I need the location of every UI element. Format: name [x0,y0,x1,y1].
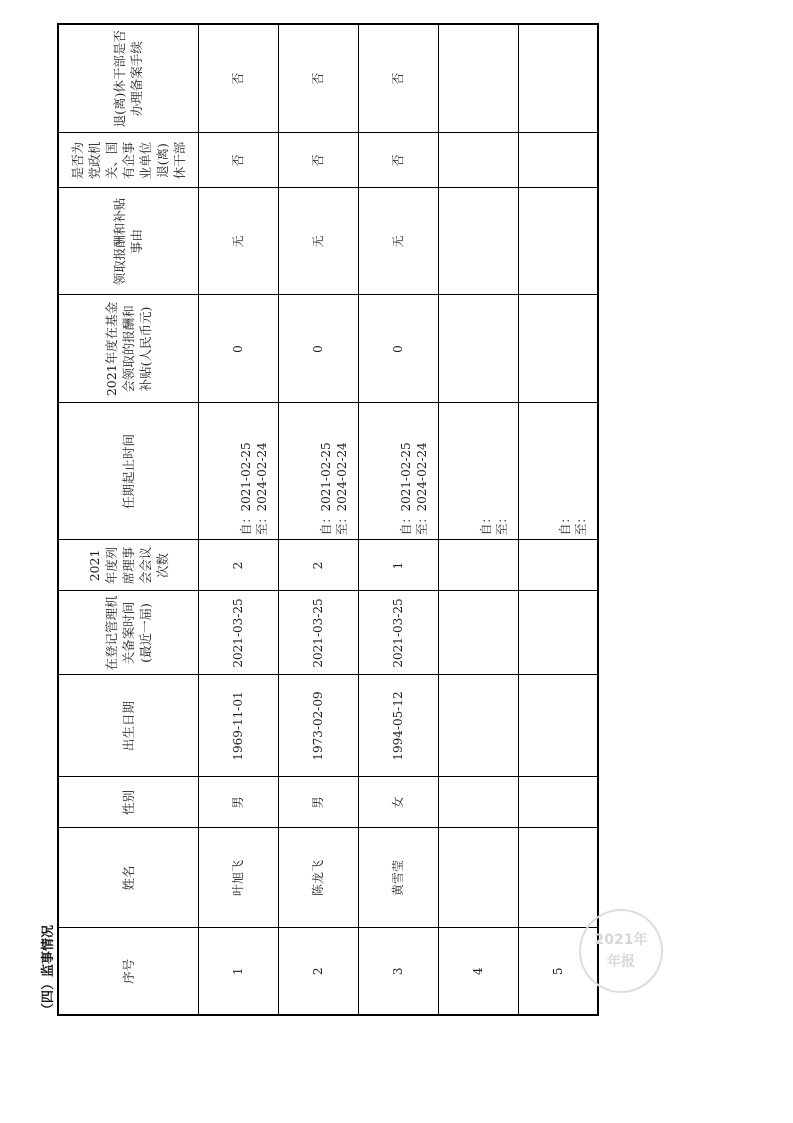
cell-birth [518,675,598,777]
cell-pay-reason: 无 [198,188,278,295]
cell-name: 黄雪莹 [358,828,438,928]
cell-gender [438,777,518,828]
cell-name [438,828,518,928]
cell-pay: 0 [198,295,278,403]
supervisors-table [57,23,599,1016]
cell-pay-reason [518,188,598,295]
cell-no: 2 [278,928,358,1015]
cell-gender: 男 [198,777,278,828]
header-birth: 出生日期 [58,675,198,777]
term-from: 自：2021-02-25 [238,442,253,536]
cell-term [358,403,438,540]
cell-filing-done: 否 [278,24,358,133]
cell-no: 3 [358,928,438,1015]
cell-pay-reason: 无 [358,188,438,295]
cell-term [438,403,518,540]
cell-filing [438,591,518,675]
header-pay-reason: 领取报酬和补贴事由 [58,188,198,295]
cell-birth: 1994-05-12 [358,675,438,777]
cell-is-retired [518,133,598,188]
cell-pay [438,295,518,403]
cell-meetings [438,540,518,591]
cell-meetings: 2 [198,540,278,591]
term-from: 自： [478,511,493,536]
cell-pay [518,295,598,403]
table-row [518,24,598,1015]
watermark-line2: 年报 [607,954,635,970]
cell-birth: 1973-02-09 [278,675,358,777]
cell-term [198,403,278,540]
header-no: 序号 [58,928,198,1015]
cell-pay-reason: 无 [278,188,358,295]
cell-meetings: 2 [278,540,358,591]
cell-no: 4 [438,928,518,1015]
header-meetings: 2021年度列席理事会会议次数 [58,540,198,591]
rotated-page [41,30,599,1016]
header-filing: 在登记管理机关备案时间(最近一届) [58,591,198,675]
section-title: （四）监事情况 [41,924,56,1016]
watermark-line1: 2021年 [594,932,648,948]
cell-name [518,828,598,928]
cell-no: 1 [198,928,278,1015]
cell-gender: 男 [278,777,358,828]
cell-term [518,403,598,540]
table-row [278,24,358,1015]
header-filing-done: 退(离)休干部是否办理备案手续 [58,24,198,133]
cell-filing-done: 否 [198,24,278,133]
cell-name: 叶旭飞 [198,828,278,928]
cell-gender [518,777,598,828]
cell-no: 5 [518,928,598,1015]
term-to: 至： [494,511,509,536]
header-term: 任期起止时间 [58,403,198,540]
header-name: 姓名 [58,828,198,928]
table-row [198,24,278,1015]
table-row [358,24,438,1015]
term-to: 至：2024-02-24 [334,442,349,536]
term-from: 自： [558,511,572,536]
cell-birth: 1969-11-01 [198,675,278,777]
term-from: 自：2021-02-25 [318,442,333,536]
cell-name: 陈龙飞 [278,828,358,928]
header-is-retired: 是否为党政机关、国有企事业单位退(离)休干部 [58,133,198,188]
cell-gender: 女 [358,777,438,828]
table-row [438,24,518,1015]
term-to: 至： [574,511,588,536]
cell-filing: 2021-03-25 [358,591,438,675]
cell-birth [438,675,518,777]
cell-pay: 0 [278,295,358,403]
cell-filing-done: 否 [358,24,438,133]
cell-is-retired: 否 [358,133,438,188]
cell-pay: 0 [358,295,438,403]
cell-is-retired [438,133,518,188]
term-to: 至：2024-02-24 [254,442,269,536]
cell-meetings: 1 [358,540,438,591]
watermark-stamp [579,909,663,993]
header-gender: 性别 [58,777,198,828]
cell-pay-reason [438,188,518,295]
cell-filing: 2021-03-25 [278,591,358,675]
cell-is-retired: 否 [198,133,278,188]
cell-filing [518,591,598,675]
term-from: 自：2021-02-25 [398,442,413,536]
cell-term [278,403,358,540]
cell-filing-done [438,24,518,133]
cell-filing-done [518,24,598,133]
term-to: 至：2024-02-24 [414,442,429,536]
header-row [58,24,198,1015]
cell-meetings [518,540,598,591]
cell-filing: 2021-03-25 [198,591,278,675]
header-pay: 2021年度在基金会领取的报酬和补贴(人民币元) [58,295,198,403]
cell-is-retired: 否 [278,133,358,188]
